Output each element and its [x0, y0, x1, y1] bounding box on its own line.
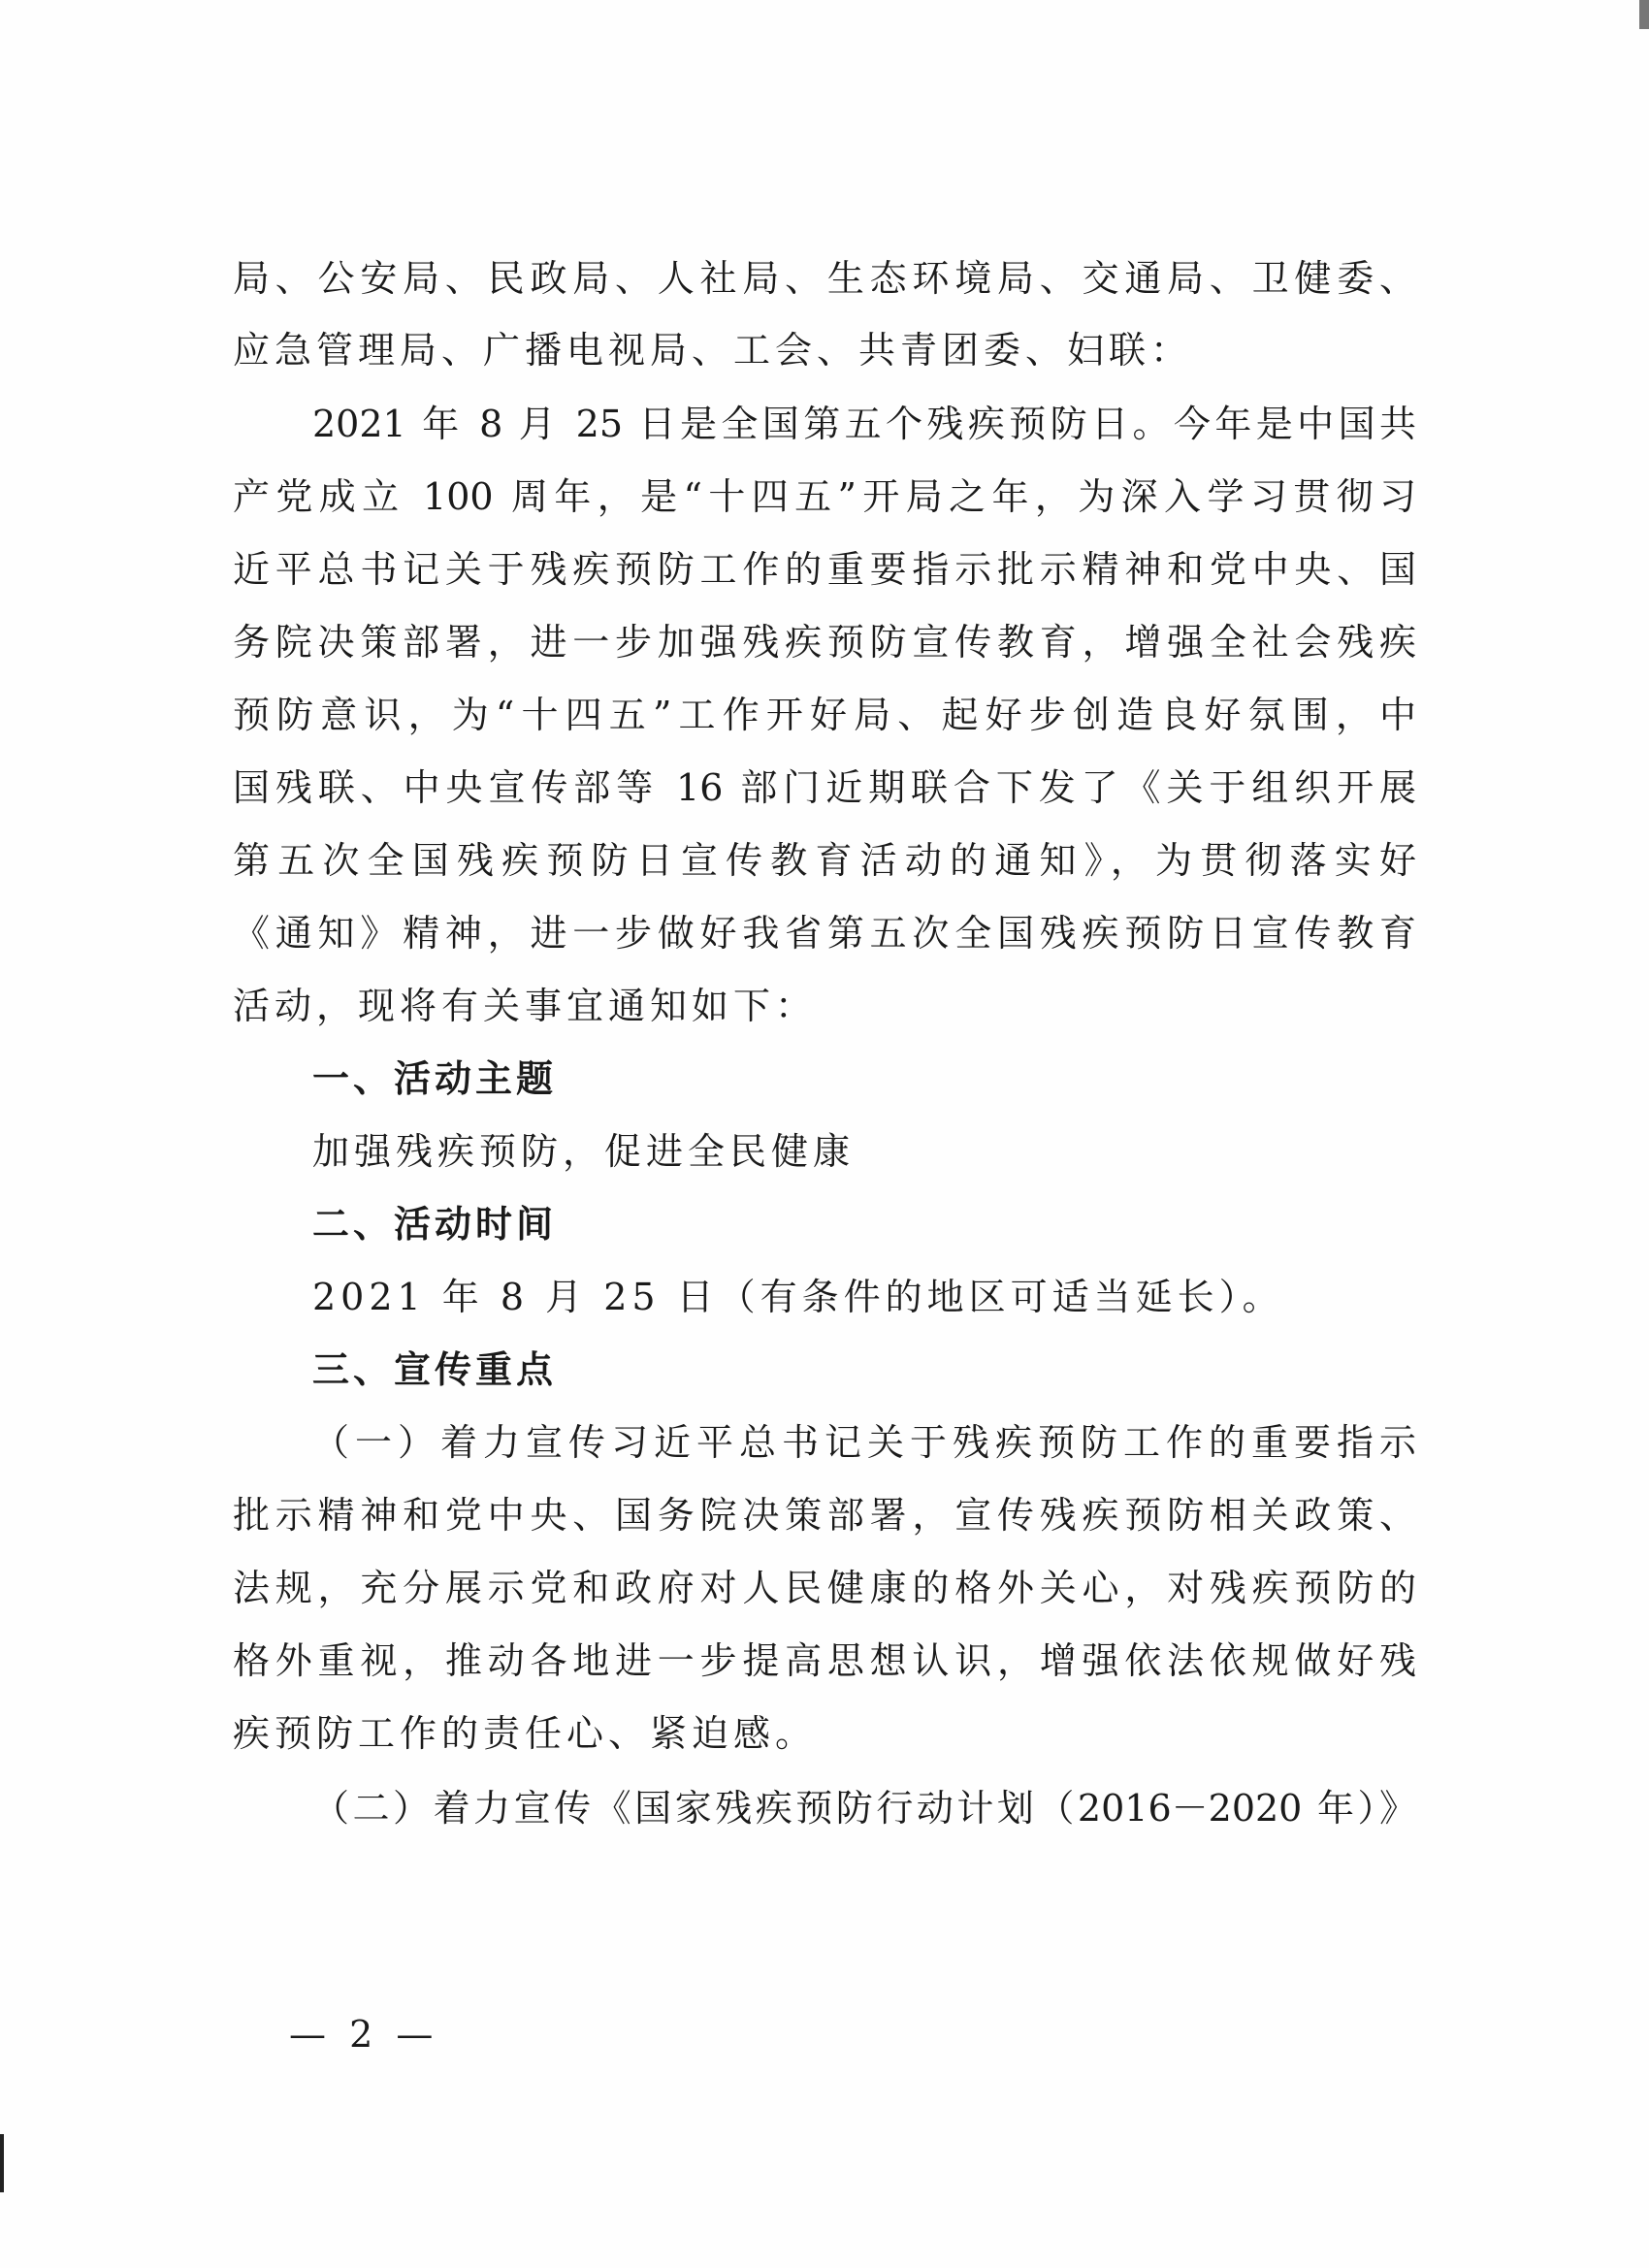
section-heading: 二、活动时间 — [312, 1203, 558, 1246]
paragraph-line: 2021 年 8 月 25 日是全国第五个残疾预防日。今年是中国共 — [312, 403, 1416, 445]
paragraph-line: 务院决策部署，进一步加强残疾预防宣传教育，增强全社会残疾 — [233, 621, 1416, 664]
section-heading: 一、活动主题 — [312, 1057, 558, 1100]
paragraph-line: 活动，现将有关事宜通知如下： — [233, 985, 818, 1027]
scan-edge-mark — [0, 2134, 4, 2192]
paragraph-line: 预防意识，为“十四五”工作开好局、起好步创造良好氛围，中 — [233, 694, 1416, 736]
paragraph-line: 产党成立 100 周年，是“十四五”开局之年，为深入学习贯彻习 — [233, 475, 1416, 518]
page-number: — 2 — — [289, 2013, 439, 2056]
paragraph-line: 批示精神和党中央、国务院决策部署，宣传残疾预防相关政策、 — [233, 1494, 1416, 1537]
section-heading: 三、宣传重点 — [312, 1348, 558, 1391]
paragraph-line: 近平总书记关于残疾预防工作的重要指示批示精神和党中央、国 — [233, 548, 1416, 591]
paragraph-line: 格外重视，推动各地进一步提高思想认识，增强依法依规做好残 — [233, 1639, 1416, 1682]
scan-edge-mark — [1639, 0, 1649, 29]
paragraph-line: 第五次全国残疾预防日宣传教育活动的通知》，为贯彻落实好 — [233, 839, 1416, 882]
body-line: 应急管理局、广播电视局、工会、共青团委、妇联： — [233, 329, 1193, 372]
body-line: 局、公安局、民政局、人社局、生态环境局、交通局、卫健委、 — [233, 257, 1416, 300]
paragraph-line: 国残联、中央宣传部等 16 部门近期联合下发了《关于组织开展 — [233, 766, 1416, 809]
paragraph-line: 疾预防工作的责任心、紧迫感。 — [233, 1712, 818, 1755]
paragraph-line: （一）着力宣传习近平总书记关于残疾预防工作的重要指示 — [312, 1421, 1416, 1464]
paragraph-line: 法规，充分展示党和政府对人民健康的格外关心，对残疾预防的 — [233, 1567, 1416, 1609]
section-text: 2021 年 8 月 25 日（有条件的地区可适当延长）。 — [312, 1276, 1284, 1318]
paragraph-line: 《通知》精神，进一步做好我省第五次全国残疾预防日宣传教育 — [233, 912, 1416, 955]
section-text: 加强残疾预防，促进全民健康 — [312, 1130, 856, 1173]
paragraph-line: （二）着力宣传《国家残疾预防行动计划（2016－2020 年）》 — [312, 1787, 1416, 1830]
